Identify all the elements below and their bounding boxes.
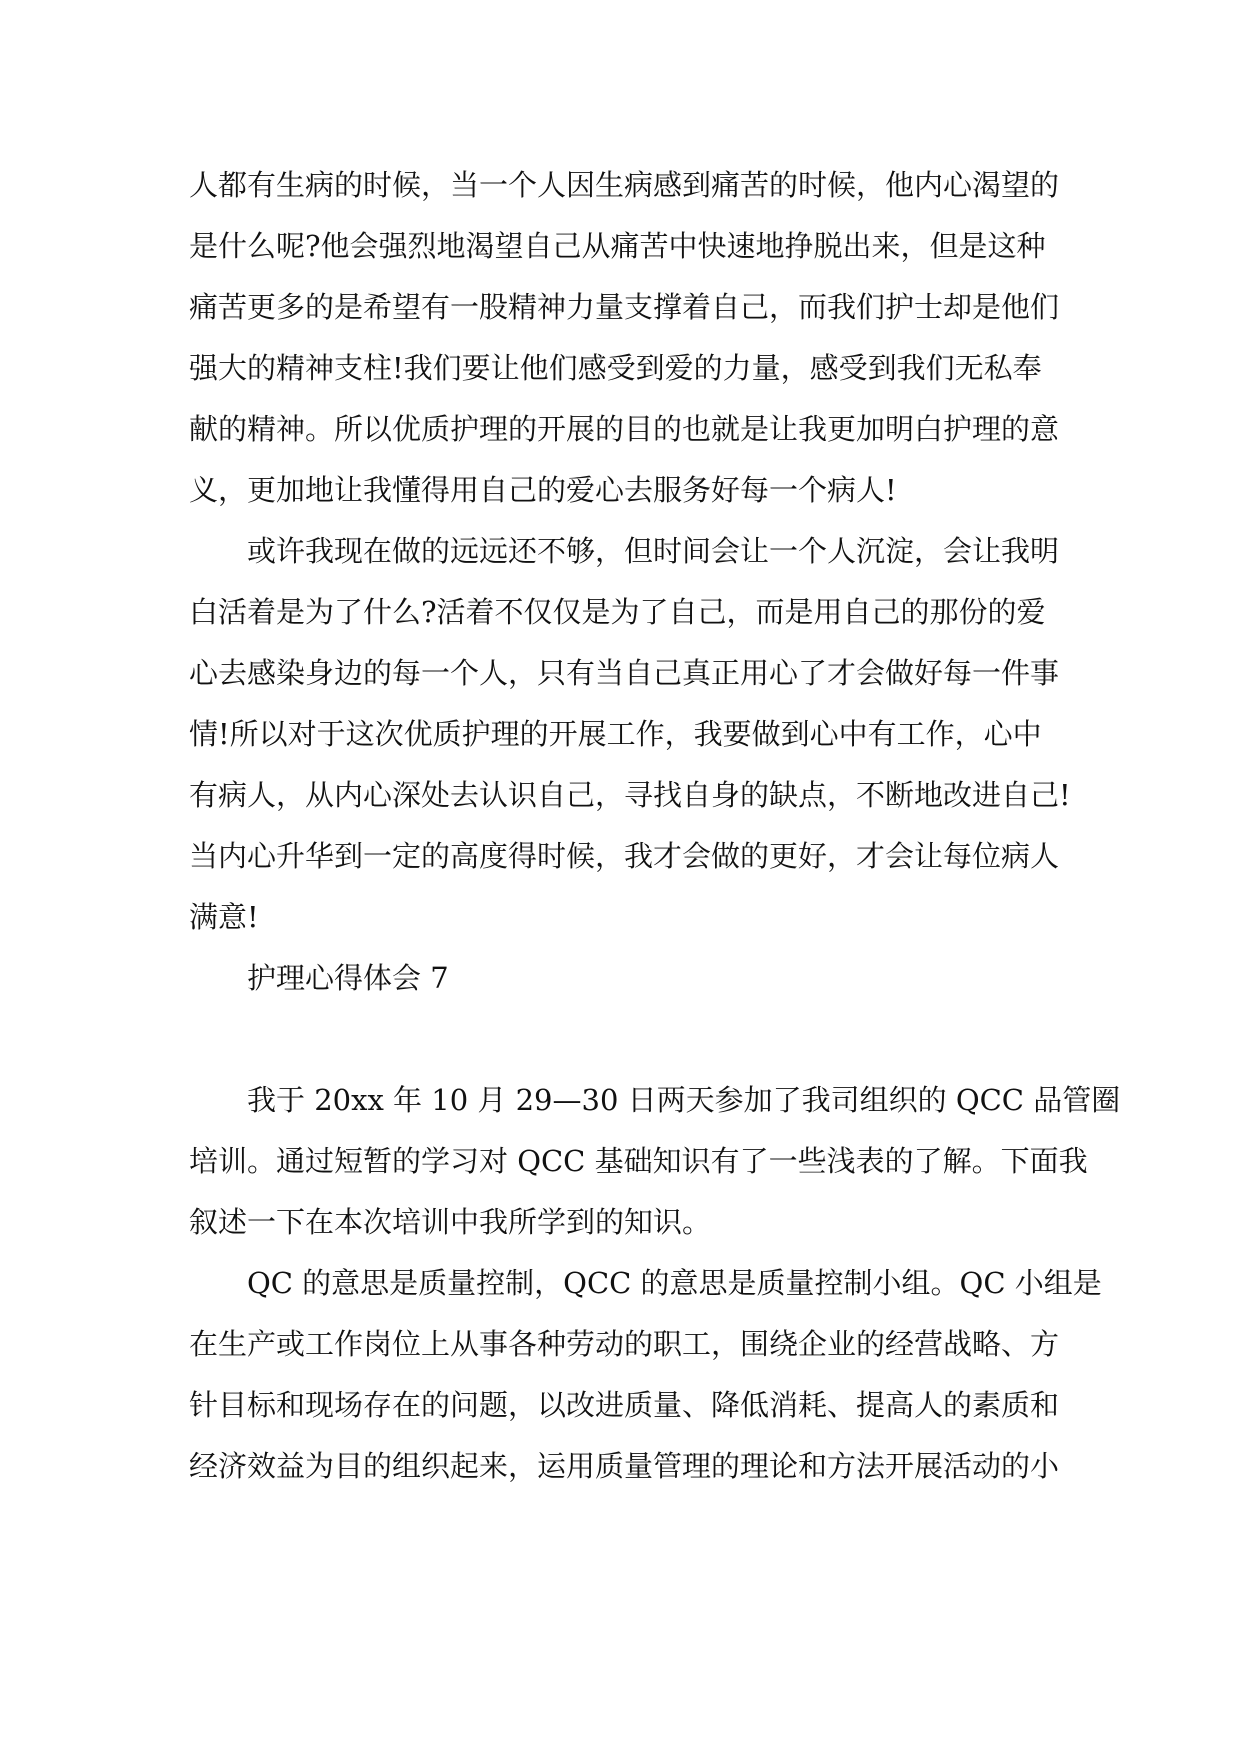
paragraph-line: 当内心升华到一定的高度得时候，我才会做的更好，才会让每位病人 xyxy=(189,839,1060,873)
paragraph-line: 培训。通过短暂的学习对 QCC 基础知识有了一些浅表的了解。下面我 xyxy=(189,1144,1088,1178)
paragraph-line: 情!所以对于这次优质护理的开展工作，我要做到心中有工作，心中 xyxy=(189,717,1042,751)
paragraph-line: 痛苦更多的是希望有一股精神力量支撑着自己，而我们护士却是他们 xyxy=(189,290,1060,324)
paragraph-line: 义，更加地让我懂得用自己的爱心去服务好每一个病人! xyxy=(189,473,897,507)
paragraph-line: 经济效益为目的组织起来，运用质量管理的理论和方法开展活动的小 xyxy=(189,1449,1060,1483)
paragraph-line: 心去感染身边的每一个人，只有当自己真正用心了才会做好每一件事 xyxy=(189,656,1060,690)
paragraph-line: 或许我现在做的远远还不够，但时间会让一个人沉淀，会让我明 xyxy=(247,534,1060,568)
paragraph-line: 我于 20xx 年 10 月 29—30 日两天参加了我司组织的 QCC 品管圈 xyxy=(247,1083,1121,1117)
document-body xyxy=(189,155,1121,1497)
paragraph-line: 叙述一下在本次培训中我所学到的知识。 xyxy=(189,1205,712,1239)
paragraph-line: 强大的精神支柱!我们要让他们感受到爱的力量，感受到我们无私奉 xyxy=(189,351,1042,385)
paragraph-line: 白活着是为了什么?活着不仅仅是为了自己，而是用自己的那份的爱 xyxy=(189,595,1046,629)
paragraph-line: 在生产或工作岗位上从事各种劳动的职工，围绕企业的经营战略、方 xyxy=(189,1327,1060,1361)
paragraph-line: 人都有生病的时候，当一个人因生病感到痛苦的时候，他内心渴望的 xyxy=(189,168,1060,202)
paragraph-line: QC 的意思是质量控制，QCC 的意思是质量控制小组。QC 小组是 xyxy=(247,1266,1102,1300)
blank-line xyxy=(189,1009,1059,1070)
paragraph-line: 是什么呢?他会强烈地渴望自己从痛苦中快速地挣脱出来，但是这种 xyxy=(189,229,1046,263)
paragraph-line: 针目标和现场存在的问题，以改进质量、降低消耗、提高人的素质和 xyxy=(189,1388,1060,1422)
section-heading: 护理心得体会 7 xyxy=(247,961,449,995)
paragraph-line: 有病人，从内心深处去认识自己，寻找自身的缺点，不断地改进自己! xyxy=(189,778,1071,812)
paragraph-line: 满意! xyxy=(189,900,259,934)
paragraph-line: 献的精神。所以优质护理的开展的目的也就是让我更加明白护理的意 xyxy=(189,412,1060,446)
